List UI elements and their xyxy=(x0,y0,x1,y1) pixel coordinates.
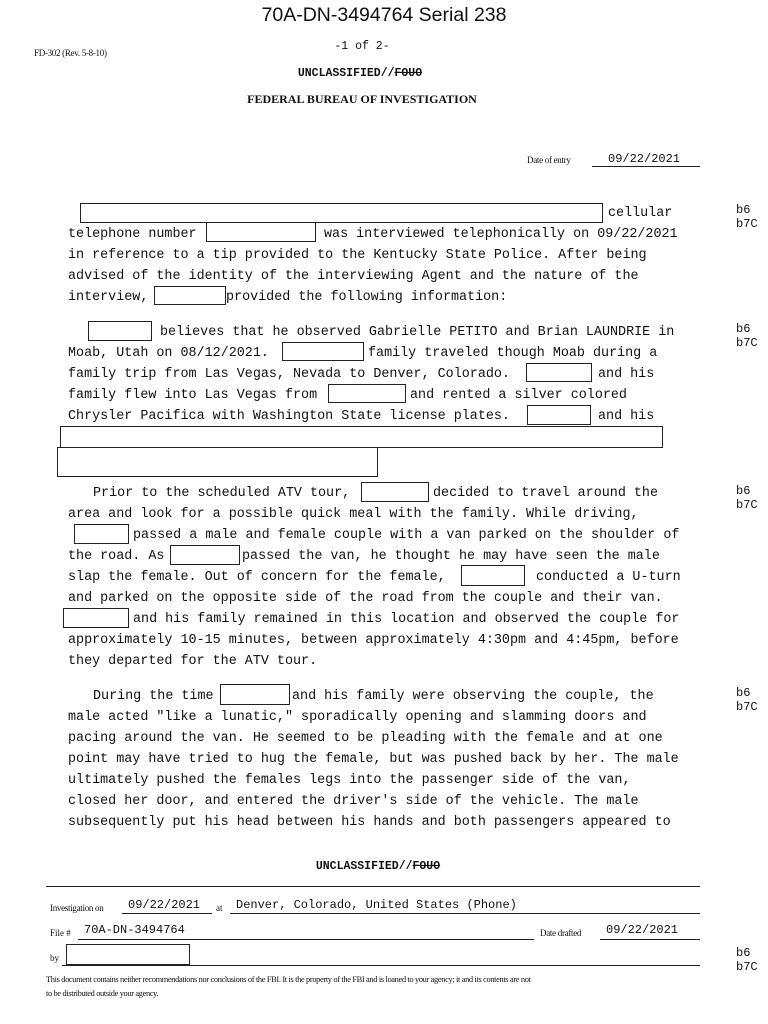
file-number-label: File # xyxy=(50,928,71,938)
redaction-box xyxy=(57,447,378,477)
redaction-box xyxy=(220,684,290,705)
at-label: at xyxy=(216,903,223,913)
text-line: approximately 10-15 minutes, between approximately 4:30pm and 4:45pm, before xyxy=(68,633,679,648)
page-indicator: -1 of 2- xyxy=(334,40,390,53)
disclaimer-line-1: This document contains neither recommendations nor conclusions of the FBI. It is the property of the FBI and is loaned to your agency; it and its contents are not xyxy=(46,975,531,984)
text-line: slap the female. Out of concern for the female, xyxy=(68,570,446,585)
footer-top-rule xyxy=(46,886,700,887)
text-line: interview, xyxy=(68,290,149,305)
classification-footer xyxy=(0,860,756,873)
text-line: advised of the identity of the interviewing Agent and the nature of the xyxy=(68,269,639,284)
date-drafted: 09/22/2021 xyxy=(606,923,679,937)
location-underline xyxy=(230,913,700,914)
classification-struck: FOUO xyxy=(412,860,441,873)
exemption-code: b6 xyxy=(736,484,751,498)
text-line: and his xyxy=(598,367,655,382)
text-line: During the time xyxy=(93,689,214,704)
text-line: they departed for the ATV tour. xyxy=(68,654,318,669)
exemption-code: b6 xyxy=(736,686,751,700)
text-line: passed a male and female couple with a van parked on the shoulder of xyxy=(133,528,680,543)
text-line: Prior to the scheduled ATV tour, xyxy=(93,486,351,501)
text-line: ultimately pushed the females legs into the passenger side of the van, xyxy=(68,773,631,788)
by-underline xyxy=(62,965,700,966)
text-line: and his family remained in this location and observed the couple for xyxy=(133,612,680,627)
text-line: decided to travel around the xyxy=(433,486,658,501)
text-line: Moab, Utah on 08/12/2021. xyxy=(68,346,269,361)
text-line: family flew into Las Vegas from xyxy=(68,388,318,403)
redaction-box xyxy=(88,321,152,341)
text-line: and rented a silver colored xyxy=(410,388,627,403)
redaction-box xyxy=(282,342,364,361)
classification-header xyxy=(0,67,720,80)
file-number: 70A-DN-3494764 xyxy=(84,923,185,937)
date-of-entry-value: 09/22/2021 xyxy=(608,152,681,166)
investigation-on-label: Investigation on xyxy=(50,903,104,913)
text-line: closed her door, and entered the driver's side of the vehicle. The male xyxy=(68,794,639,809)
text-line: conducted a U-turn xyxy=(536,570,681,585)
text-line: and parked on the opposite side of the road from the couple and their van. xyxy=(68,591,663,606)
redaction-box xyxy=(361,482,429,502)
redaction-box xyxy=(63,608,129,628)
redaction-box xyxy=(526,363,592,382)
text-line: subsequently put his head between his hands and both passengers appeared to xyxy=(68,815,671,830)
text-line: and his xyxy=(598,409,655,424)
text-line: family traveled though Moab during a xyxy=(368,346,658,361)
text-line: believes that he observed Gabrielle PETITO and Brian LAUNDRIE in xyxy=(160,325,675,340)
date-drafted-label: Date drafted xyxy=(540,928,582,938)
investigation-location: Denver, Colorado, United States (Phone) xyxy=(236,898,517,912)
text-line: point may have tried to hug the female, but was pushed back by her. The male xyxy=(68,752,679,767)
text-line: area and look for a possible quick meal with the family. While driving, xyxy=(68,507,639,522)
exemption-code: b7C xyxy=(736,960,758,974)
exemption-code: b6 xyxy=(736,203,751,217)
text-line: pacing around the van. He seemed to be pleading with the female and at one xyxy=(68,731,663,746)
text-line: passed the van, he thought he may have seen the male xyxy=(242,549,660,564)
exemption-code: b7C xyxy=(736,700,758,714)
classification-struck: FOUO xyxy=(394,67,423,80)
file-number-underline xyxy=(78,939,534,940)
date-of-entry-underline xyxy=(592,166,700,167)
exemption-code: b6 xyxy=(736,322,751,336)
classification-prefix: UNCLASSIFIED// xyxy=(315,860,413,873)
by-label: by xyxy=(50,953,59,963)
investigation-date: 09/22/2021 xyxy=(128,898,201,912)
text-line: telephone number xyxy=(68,227,197,242)
redaction-box xyxy=(74,524,129,544)
classification-prefix: UNCLASSIFIED// xyxy=(297,67,395,80)
agency-name: FEDERAL BUREAU OF INVESTIGATION xyxy=(247,92,477,106)
redaction-box xyxy=(60,426,663,448)
text-line: male acted "like a lunatic," sporadically opening and slamming doors and xyxy=(68,710,647,725)
text-line: family trip from Las Vegas, Nevada to Denver, Colorado. xyxy=(68,367,510,382)
date-of-entry-label: Date of entry xyxy=(527,155,571,165)
text-line: the road. As xyxy=(68,549,165,564)
document-title: 70A-DN-3494764 Serial 238 xyxy=(261,4,507,26)
exemption-code: b7C xyxy=(736,336,758,350)
exemption-code: b6 xyxy=(736,946,751,960)
redaction-box xyxy=(66,944,190,965)
investigation-date-underline xyxy=(122,913,212,914)
redaction-box xyxy=(328,384,406,403)
form-number: FD-302 (Rev. 5-8-10) xyxy=(34,48,107,58)
exemption-code: b7C xyxy=(736,217,758,231)
redaction-box xyxy=(461,565,525,586)
redaction-box xyxy=(154,286,226,305)
disclaimer-line-2: to be distributed outside your agency. xyxy=(46,989,159,998)
redaction-box xyxy=(80,203,603,223)
redaction-box xyxy=(527,405,591,425)
text-line: in reference to a tip provided to the Kentucky State Police. After being xyxy=(68,248,647,263)
exemption-code: b7C xyxy=(736,498,758,512)
text-line: provided the following information: xyxy=(226,290,508,305)
text-line: was interviewed telephonically on 09/22/2021 xyxy=(324,227,678,242)
text-line: and his family were observing the couple, the xyxy=(292,689,654,704)
redaction-box xyxy=(170,545,240,565)
text-line: Chrysler Pacifica with Washington State license plates. xyxy=(68,409,510,424)
date-drafted-underline xyxy=(600,939,700,940)
redaction-box xyxy=(206,222,316,242)
text-line: cellular xyxy=(608,206,673,221)
